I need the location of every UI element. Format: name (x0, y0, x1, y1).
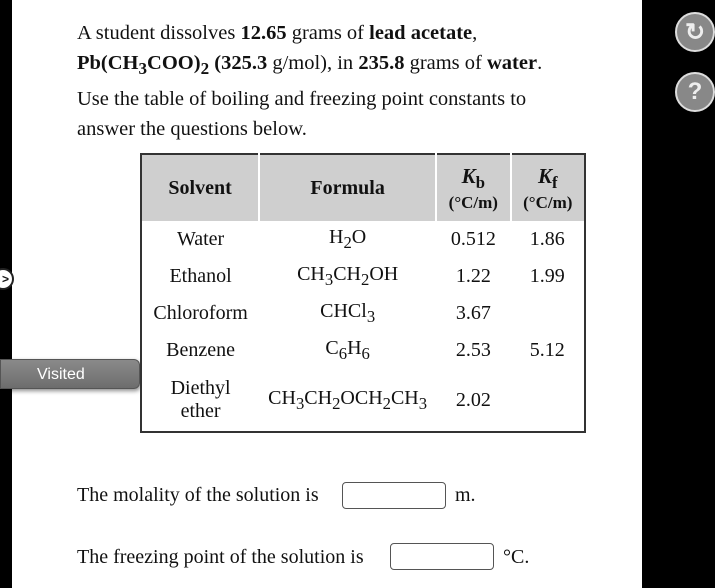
help-icon[interactable]: ? (675, 72, 715, 112)
formula-cell: $CH_3CH_2OH$ (297, 263, 399, 289)
solvent-cell: Chloroform (153, 302, 248, 324)
problem-line-2: $Pb(CH_3COO)_2$ (325.3 g/mol), in 235.8 grams of water. (77, 52, 543, 79)
kf-cell: 1.99 (529, 265, 565, 287)
solvent-cell: Benzene (166, 339, 235, 361)
solute-name: lead acetate (369, 22, 473, 44)
header-formula: Formula (259, 154, 436, 221)
table-body (141, 221, 585, 432)
table-row (141, 258, 585, 295)
header-kb: $K_b$ (°C/m) (436, 154, 510, 221)
problem-line-3: Use the table of boiling and freezing point constants to (77, 88, 527, 111)
solvent-cell: Water (176, 228, 225, 250)
molality-input[interactable] (342, 482, 446, 509)
problem-statement (77, 18, 637, 144)
problem-line-4: answer the questions below. (77, 118, 307, 141)
table-row (141, 369, 585, 432)
freezing-point-question: The freezing point of the solution is (77, 546, 364, 568)
molality-question: The molality of the solution is (77, 484, 319, 506)
kf-cell (511, 369, 585, 432)
expand-arrow-icon[interactable]: > (0, 268, 14, 290)
formula-cell: $CH_3CH_2OCH_2CH_3$ (268, 386, 428, 413)
header-kf: $K_f$ (°C/m) (511, 154, 585, 221)
solvent-cell: Diethyl ether (170, 377, 231, 422)
kb-cell: 2.02 (455, 388, 491, 411)
visited-tab[interactable]: Visited (0, 359, 140, 389)
problem-line-1: A student dissolves 12.65 grams of lead acetate, (77, 22, 478, 44)
formula-cell: $H_2O$ (329, 226, 367, 252)
molality-unit: m. (455, 484, 476, 506)
kb-cell: 3.67 (455, 302, 491, 324)
solvent-name: water (487, 52, 538, 74)
solute-mass: 12.65 (240, 22, 287, 44)
table-row (141, 295, 585, 332)
solvent-mass: 235.8 (358, 52, 405, 74)
freezing-point-input[interactable] (390, 543, 494, 570)
constants-table (140, 153, 586, 433)
freezing-point-unit: °C. (503, 546, 530, 568)
kb-cell: 0.512 (450, 228, 496, 250)
kf-cell (511, 295, 585, 332)
kf-cell: 1.86 (529, 228, 565, 250)
kf-cell: 5.12 (529, 339, 565, 361)
solvent-cell: Ethanol (169, 265, 232, 287)
kb-cell: 1.22 (455, 265, 491, 287)
kb-cell: 2.53 (455, 339, 491, 361)
table-header-row (141, 154, 585, 221)
table-row (141, 221, 585, 258)
refresh-icon[interactable]: ↻ (675, 12, 715, 52)
formula-cell: $C_6H_6$ (325, 337, 370, 363)
header-solvent: Solvent (141, 154, 259, 221)
table-row (141, 332, 585, 369)
formula-cell: CHCl$_3$ (320, 300, 376, 326)
solute-formula: $Pb(CH_3COO)_2$ (325.3 (77, 52, 268, 79)
